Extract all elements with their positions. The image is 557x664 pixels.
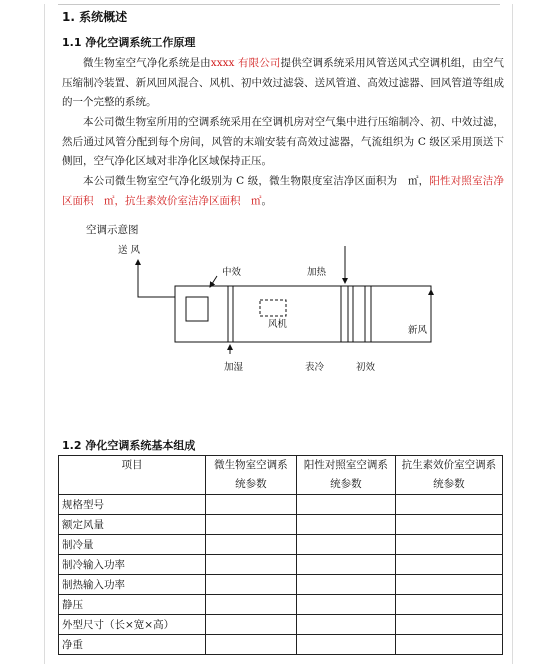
table-cell <box>395 555 502 575</box>
ac-unit-box <box>175 286 431 342</box>
row-label: 静压 <box>59 595 206 615</box>
table-row <box>59 555 503 575</box>
table-cell <box>296 495 395 515</box>
table-cell <box>296 595 395 615</box>
table-cell <box>206 535 297 555</box>
table-cell <box>206 635 297 655</box>
subsection-title-2: 1.2 净化空调系统基本组成 <box>62 439 196 452</box>
paragraph-2: 本公司微生物室所用的空调系统采用在空调机房对空气集中进行压缩制冷、初、中效过滤，然后通过风管分配到每个房间，风管的末端安装有高效过滤器，气流组织为 C 级区采用顶送下侧回，空气净化区域对非净化区域保持正压。 <box>62 116 504 167</box>
table-row <box>59 515 503 535</box>
table-cell <box>395 495 502 515</box>
table-cell <box>296 555 395 575</box>
label-heating: 加热 <box>307 267 327 278</box>
table-cell <box>395 515 502 535</box>
row-label: 制冷输入功率 <box>59 555 206 575</box>
row-label: 规格型号 <box>59 495 206 515</box>
supply-air-arrow <box>138 260 175 297</box>
table-cell <box>395 575 502 595</box>
table-cell <box>395 615 502 635</box>
fan-box <box>260 300 286 316</box>
table-cell <box>206 555 297 575</box>
header-positive-control: 阳性对照室空调系统参数 <box>296 456 395 495</box>
row-label: 净重 <box>59 635 206 655</box>
table-row <box>59 535 503 555</box>
label-supply-air: 送 风 <box>118 245 141 256</box>
label-medium-eff: 中效 <box>222 267 242 278</box>
table-cell <box>395 635 502 655</box>
table-cell <box>395 595 502 615</box>
table-row <box>59 495 503 515</box>
paragraph-3-text: 本公司微生物室空气净化级别为 C 级，微生物限度室洁净区面积为 ㎡， <box>83 175 430 187</box>
section-title: 1. 系统概述 <box>62 10 128 24</box>
table-cell <box>296 615 395 635</box>
row-label: 外型尺寸（长×宽×高） <box>59 615 206 635</box>
table-row <box>59 635 503 655</box>
table-cell <box>296 535 395 555</box>
table-cell <box>296 575 395 595</box>
paragraph-1-text-cont: 提供空调系统采用风管送风式空调机组，由空气压缩制冷装置、新风回风混合、风机、初中效过滤袋、送风管道、高效过滤器、回风管道等组成的一个完整的系统。 <box>62 57 505 108</box>
table-row <box>59 595 503 615</box>
subsection-title-1: 1.1 净化空调系统工作原理 <box>62 36 196 49</box>
outlet-square <box>186 297 208 321</box>
table-cell <box>206 595 297 615</box>
table-cell <box>206 515 297 535</box>
diagram-caption: 空调示意图 <box>86 224 139 236</box>
label-humidify: 加湿 <box>224 362 244 373</box>
table-row <box>59 615 503 635</box>
table-cell <box>395 535 502 555</box>
components-table <box>58 455 503 655</box>
row-label: 制冷量 <box>59 535 206 555</box>
header-micro-lab: 微生物室空调系统参数 <box>206 456 297 495</box>
row-label: 制热输入功率 <box>59 575 206 595</box>
paragraph-1-text: 微生物室空气净化系统是由 <box>83 57 211 69</box>
company-name: xxxx 有限公司 <box>210 57 281 69</box>
table-cell <box>206 495 297 515</box>
label-fan: 风机 <box>268 319 288 330</box>
header-item: 项目 <box>59 456 206 495</box>
paragraph-3-end: 。 <box>261 194 272 207</box>
table-cell <box>296 515 395 535</box>
paragraph-3-highlight: 阳性对照室洁净区面积 ㎡，抗生素效价室洁净区面积 ㎡ <box>62 175 504 207</box>
label-primary-eff: 初效 <box>356 362 376 373</box>
row-label: 额定风量 <box>59 515 206 535</box>
table-cell <box>296 635 395 655</box>
table-cell <box>206 575 297 595</box>
header-antibiotic: 抗生素效价室空调系统参数 <box>395 456 502 495</box>
table-row <box>59 575 503 595</box>
label-surface-cool: 表冷 <box>305 362 325 373</box>
medium-eff-pointer <box>210 276 217 287</box>
table-cell <box>206 615 297 635</box>
label-fresh-air: 新风 <box>408 325 428 336</box>
table-header-row <box>59 456 503 495</box>
